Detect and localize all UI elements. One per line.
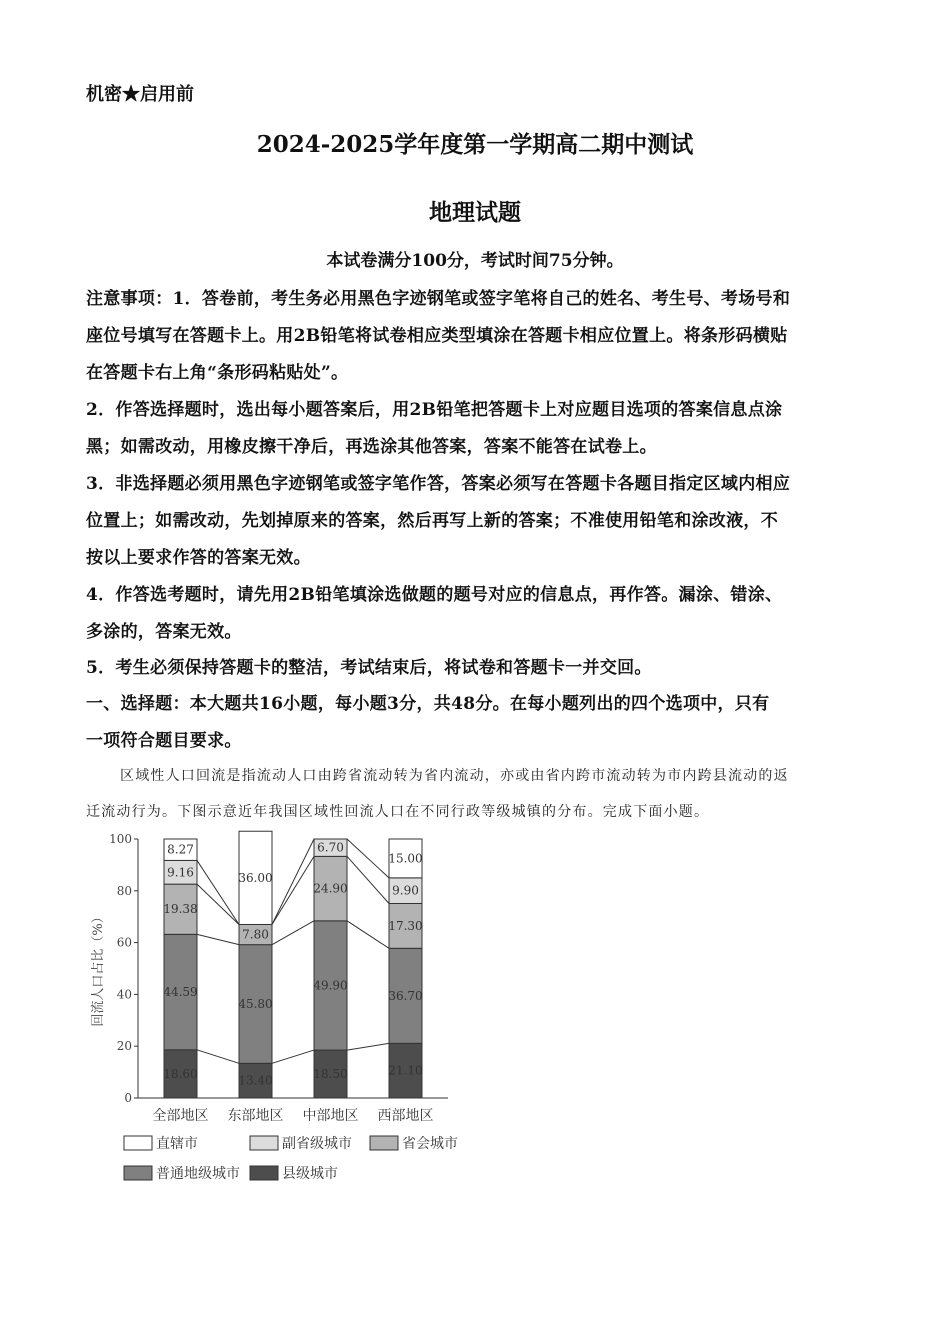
notes-line: 2．作答选择题时，选出每小题答案后，用2B铅笔把答题卡上对应题目选项的答案信息点涂 xyxy=(86,400,783,420)
section-heading: 一项符合题目要求。 xyxy=(86,731,242,751)
connector-line xyxy=(347,921,389,948)
legend-swatch xyxy=(124,1166,152,1180)
x-tick-label: 西部地区 xyxy=(377,1108,434,1124)
legend-label: 直辖市 xyxy=(156,1136,198,1152)
question-intro: 迁流动行为。下图示意近年我国区域性回流人口在不同行政等级城镇的分布。完成下面小题。 xyxy=(86,804,710,820)
question-intro: 区域性人口回流是指流动人口由跨省流动转为省内流动，亦或由省内跨市流动转为市内跨县流动的返 xyxy=(120,768,789,784)
data-label: 15.00 xyxy=(388,851,423,866)
legend-swatch xyxy=(370,1136,398,1150)
legend-label: 普通地级城市 xyxy=(156,1166,240,1182)
connector-line xyxy=(272,856,314,924)
connector-line xyxy=(272,921,314,945)
data-label: 9.16 xyxy=(167,865,194,880)
notes-line: 黑；如需改动，用橡皮擦干净后，再选涂其他答案，答案不能答在试卷上。 xyxy=(86,437,657,457)
data-label: 49.90 xyxy=(313,978,348,993)
data-label: 9.90 xyxy=(392,883,419,898)
connector-line xyxy=(272,1050,314,1063)
data-label: 45.80 xyxy=(238,996,273,1011)
section-heading: 一、选择题：本大题共16小题，每小题3分，共48分。在每小题列出的四个选项中，只有 xyxy=(86,694,770,714)
y-tick-label: 60 xyxy=(116,935,132,950)
data-label: 17.30 xyxy=(388,918,423,933)
secret-label: 机密★启用前 xyxy=(86,84,194,105)
data-label: 24.90 xyxy=(313,881,348,896)
data-label: 7.80 xyxy=(242,927,269,942)
data-label: 19.38 xyxy=(163,902,198,917)
connector-line xyxy=(272,839,314,924)
data-label: 36.70 xyxy=(388,988,423,1003)
exam-title: 2024-2025学年度第一学期高二期中测试 xyxy=(256,131,694,158)
x-tick-label: 中部地区 xyxy=(302,1108,359,1124)
data-label: 6.70 xyxy=(317,840,344,855)
connector-line xyxy=(197,884,239,924)
connector-line xyxy=(197,934,239,944)
exam-info: 本试卷满分100分，考试时间75分钟。 xyxy=(326,251,624,271)
y-tick-label: 100 xyxy=(109,832,132,846)
notes-line: 注意事项：1．答卷前，考生务必用黑色字迹钢笔或签字笔将自己的姓名、考生号、考场号和 xyxy=(86,289,791,309)
y-tick-label: 0 xyxy=(124,1091,132,1105)
connector-line xyxy=(197,860,239,924)
connector-line xyxy=(347,1043,389,1050)
x-tick-label: 全部地区 xyxy=(152,1108,209,1124)
data-label: 21.10 xyxy=(388,1063,423,1078)
notes-line: 多涂的，答案无效。 xyxy=(86,622,242,642)
notes-line: 座位号填写在答题卡上。用2B铅笔将试卷相应类型填涂在答题卡相应位置上。将条形码横贴 xyxy=(86,326,788,346)
connector-line xyxy=(197,1050,239,1063)
y-tick-label: 80 xyxy=(116,883,132,898)
notes-line: 按以上要求作答的答案无效。 xyxy=(86,548,311,568)
y-tick-label: 20 xyxy=(116,1039,132,1054)
legend-swatch xyxy=(250,1136,278,1150)
subject-title: 地理试题 xyxy=(429,199,521,226)
legend-label: 副省级城市 xyxy=(282,1136,352,1152)
notes-line: 5．考生必须保持答题卡的整洁，考试结束后，将试卷和答题卡一并交回。 xyxy=(86,658,652,678)
notes-line: 4．作答选考题时，请先用2B铅笔填涂选做题的题号对应的信息点，再作答。漏涂、错涂、 xyxy=(86,585,783,605)
notes-line: 在答题卡右上角“条形码粘贴处”。 xyxy=(86,363,349,383)
stacked-bar-chart xyxy=(80,828,480,1198)
x-tick-label: 东部地区 xyxy=(227,1108,284,1124)
data-label: 44.59 xyxy=(163,985,198,1000)
legend-label: 县级城市 xyxy=(282,1166,338,1182)
notes-line: 3．非选择题必须用黑色字迹钢笔或签字笔作答，答案必须写在答题卡各题目指定区域内相应 xyxy=(86,474,791,494)
legend-label: 省会城市 xyxy=(402,1136,458,1152)
notes-line: 位置上；如需改动，先划掉原来的答案，然后再写上新的答案；不准使用铅笔和涂改液，不 xyxy=(86,511,778,531)
y-tick-label: 40 xyxy=(116,987,132,1002)
data-label: 18.50 xyxy=(313,1067,348,1082)
connector-line xyxy=(347,839,389,878)
data-label: 36.00 xyxy=(238,870,273,885)
data-label: 18.60 xyxy=(163,1066,198,1081)
data-label: 8.27 xyxy=(167,842,194,857)
connector-line xyxy=(347,856,389,903)
y-axis-label: 回流人口占比（%） xyxy=(91,910,106,1027)
legend-swatch xyxy=(250,1166,278,1180)
legend-swatch xyxy=(124,1136,152,1150)
data-label: 13.40 xyxy=(238,1073,273,1088)
